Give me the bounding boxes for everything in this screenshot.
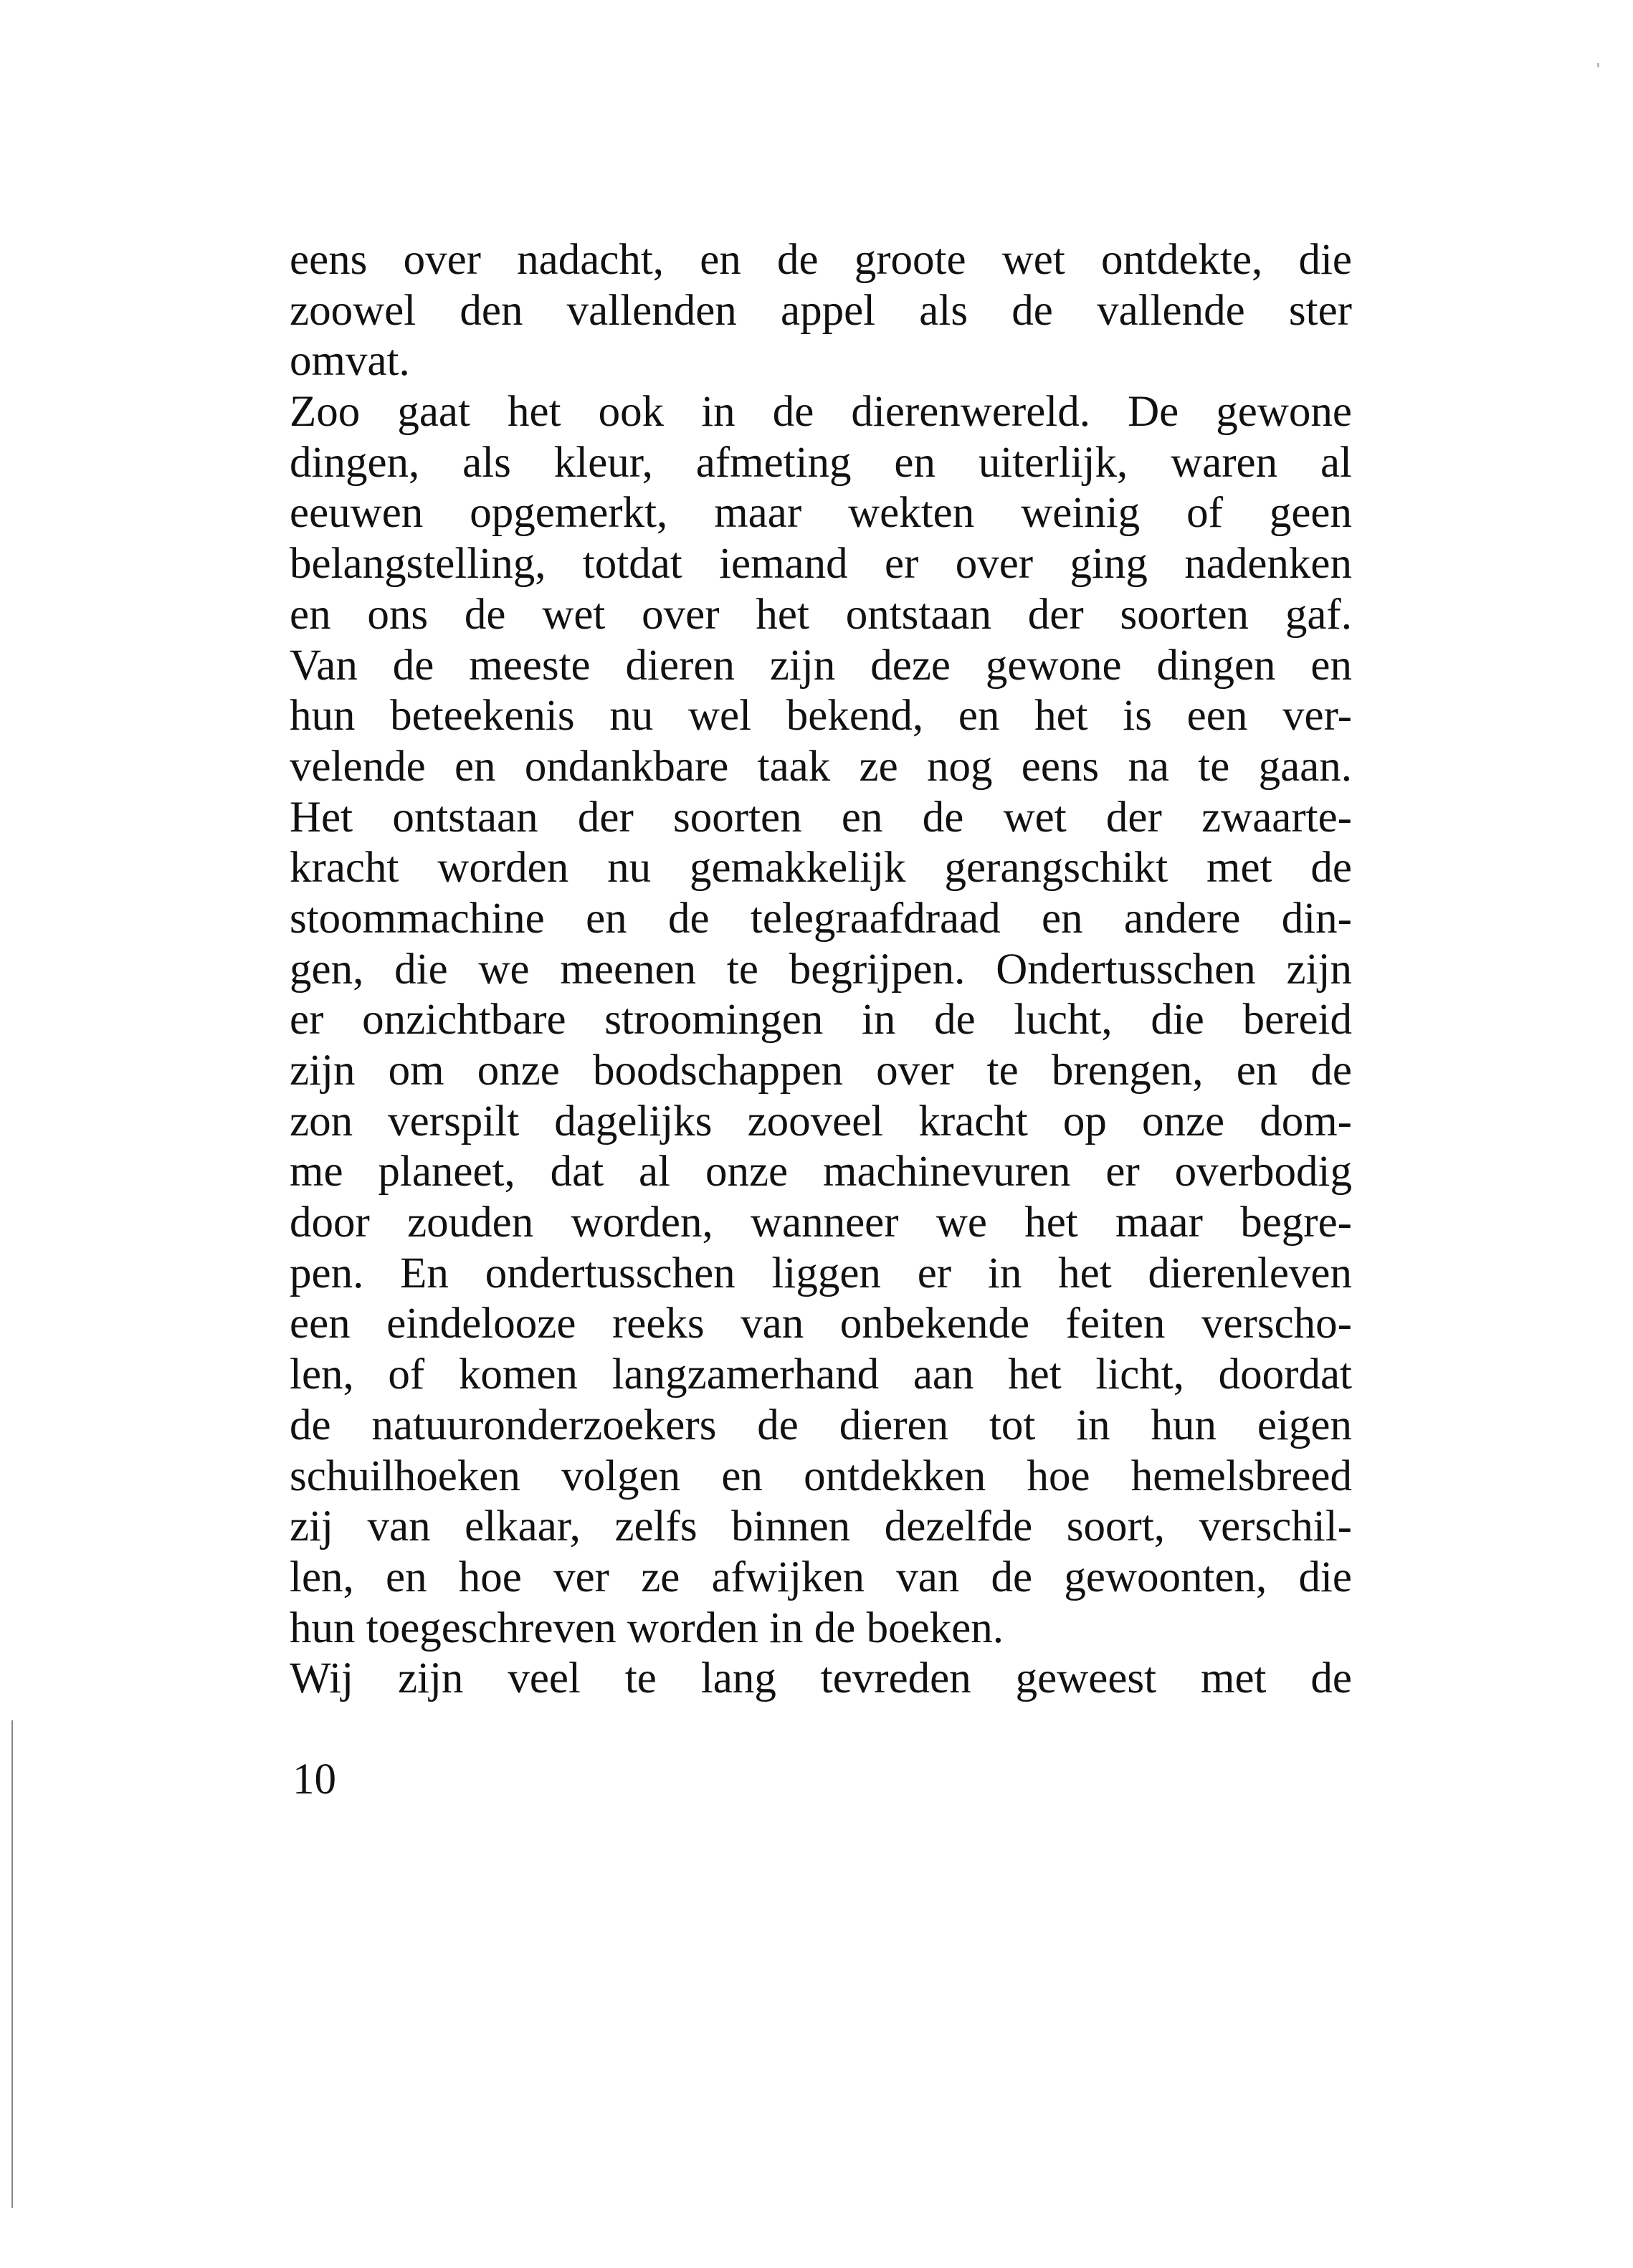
text-line: zij van elkaar, zelfs binnen dezelfde soort, verschil- <box>290 1502 1352 1551</box>
text-line: gen, die we meenen te begrijpen. Ondertusschen zijn <box>290 945 1352 994</box>
text-line: zoowel den vallenden appel als de vallende ster <box>290 286 1352 335</box>
text-line: dingen, als kleur, afmeting en uiterlijk, waren al <box>290 438 1352 487</box>
text-line: een eindelooze reeks van onbekende feiten verscho- <box>290 1300 1352 1348</box>
text-line: hun toegeschreven worden in de boeken. <box>290 1604 1004 1652</box>
text-line: belangstelling, totdat iemand er over ging nadenken <box>290 540 1352 589</box>
text-line: Het ontstaan der soorten en de wet der zwaarte- <box>290 793 1352 842</box>
text-line: door zouden worden, wanneer we het maar begre- <box>290 1199 1352 1247</box>
text-line: Zoo gaat het ook in de dierenwereld. De gewone <box>290 388 1352 437</box>
text-line: de natuuronderzoekers de dieren tot in hun eigen <box>290 1401 1352 1449</box>
text-line: schuilhoeken volgen en ontdekken hoe hemelsbreed <box>290 1452 1352 1500</box>
text-line: me planeet, dat al onze machinevuren er overbodig <box>290 1148 1352 1196</box>
text-line: zon verspilt dagelijks zooveel kracht op onze dom- <box>290 1097 1352 1145</box>
text-line: pen. En ondertusschen liggen er in het dierenleven <box>290 1249 1352 1297</box>
scan-speck <box>1597 63 1599 67</box>
text-line: Wij zijn veel te lang tevreden geweest met de <box>290 1654 1352 1703</box>
text-line: er onzichtbare stroomingen in de lucht, die bereid <box>290 996 1352 1044</box>
text-line: stoommachine en de telegraafdraad en andere din- <box>290 894 1352 943</box>
text-line: eens over nadacht, en de groote wet ontdekte, die <box>290 236 1352 284</box>
text-line: len, of komen langzamerhand aan het licht, doordat <box>290 1350 1352 1399</box>
text-line: velende en ondankbare taak ze nog eens na te gaan. <box>290 742 1352 791</box>
text-line: zijn om onze boodschappen over te brengen, en de <box>290 1047 1352 1095</box>
text-line: eeuwen opgemerkt, maar wekten weinig of geen <box>290 489 1352 538</box>
page-number: 10 <box>292 1755 336 1804</box>
text-line: len, en hoe ver ze afwijken van de gewoonten, die <box>290 1553 1352 1601</box>
body-text <box>290 235 1352 1705</box>
text-line: omvat. <box>290 337 410 386</box>
text-line: Van de meeste dieren zijn deze gewone dingen en <box>290 641 1352 690</box>
text-line: en ons de wet over het ontstaan der soorten gaf. <box>290 590 1352 639</box>
page-edge-line <box>11 1720 13 2208</box>
text-line: hun beteekenis nu wel bekend, en het is een ver- <box>290 692 1352 740</box>
text-line: kracht worden nu gemakkelijk gerangschikt met de <box>290 844 1352 892</box>
